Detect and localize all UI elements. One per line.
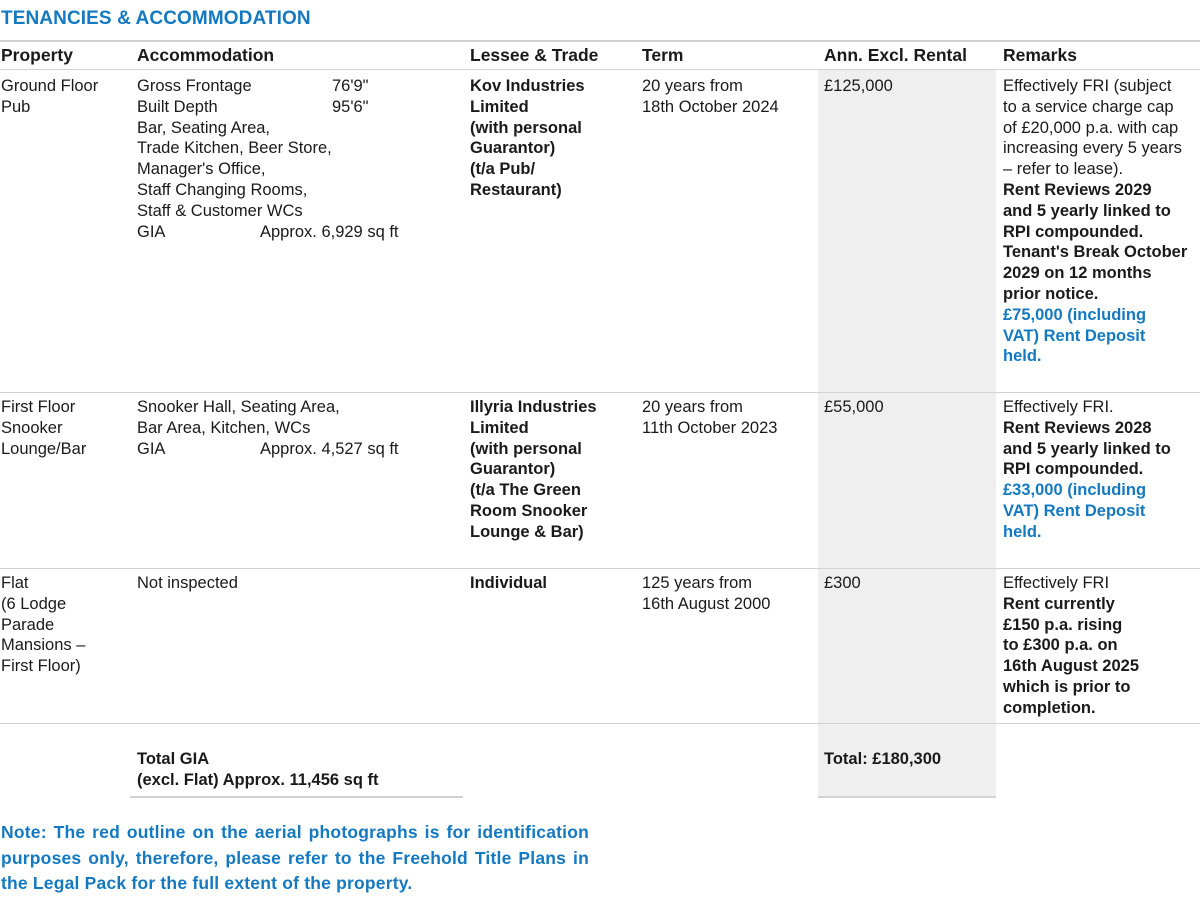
header-remarks: Remarks [1003,45,1077,65]
row1-property: Ground Floor Pub [1,77,99,116]
total-gia: Total GIA (excl. Flat) Approx. 11,456 sq ft [137,750,379,789]
row2-rent-deposit: £33,000 (including [1003,481,1147,500]
row1-lessee: Kov Industries Limited (with personal Guarantor) (t/a Pub/ Restaurant) [470,77,585,199]
row3-property: Flat (6 Lodge Parade Mansions – First Floor) [1,574,86,676]
total-rental: Total: £180,300 [824,750,942,768]
row3-rental: £300 [824,574,861,592]
row2-term: 20 years from 11th October 2023 [642,398,778,437]
total-gia-underline [130,796,463,798]
row2-property: First Floor Snooker Lounge/Bar [1,398,87,458]
row2-accommodation: Snooker Hall, Seating Area, Bar Area, Kitchen, WCs GIA Approx. 4,527 sq ft [137,398,399,458]
disclaimer-note: Note: The red outline on the aerial photographs is for identification purposes only, therefore, please refer to the Freehold Title Plans in the Legal Pack for the full extent of the property. [1,822,589,893]
row3-term: 125 years from 16th August 2000 [642,574,771,613]
header-lessee: Lessee & Trade [470,45,599,65]
section-title: TENANCIES & ACCOMMODATION [1,8,311,29]
header-accommodation: Accommodation [137,45,275,65]
row-divider-3 [0,723,1200,724]
header-bottom-rule [0,69,1200,70]
header-top-rule [0,40,1200,42]
row3-accommodation: Not inspected [137,574,238,592]
header-term: Term [642,45,684,65]
row2-remarks: Effectively FRI. Rent Reviews 2028 and 5 yearly linked to RPI compounded. £33,000 (including VAT) Rent Deposit held. [1003,398,1171,541]
row-divider-1 [0,392,1200,393]
row1-term: 20 years from 18th October 2024 [642,77,779,116]
row3-lessee: Individual [470,574,548,592]
row1-rent-deposit: £75,000 (including [1003,305,1147,324]
row-divider-2 [0,568,1200,569]
total-rental-underline [818,796,996,798]
header-rental: Ann. Excl. Rental [824,45,967,65]
row1-remarks: Effectively FRI (subject to a service charge cap of £20,000 p.a. with cap increasing every 5 years – refer to lease). Rent Reviews 2029 and 5 yearly linked to RPI compounded. Tenant's Break October 2029 on 12 months prior notice. £75,000 (including VAT) Rent Deposit held. [1003,77,1188,366]
row2-lessee: Illyria Industries Limited (with personal Guarantor) (t/a The Green Room Snooker Lounge & Bar) [470,398,597,541]
header-property: Property [1,45,73,65]
row2-rental: £55,000 [824,398,884,416]
row3-remarks: Effectively FRI Rent currently £150 p.a. rising to £300 p.a. on 16th August 2025 which is prior to completion. [1003,574,1140,717]
rental-column-shade [818,70,996,797]
row1-accommodation: Gross Frontage 76'9" Built Depth 95'6" Bar, Seating Area, Trade Kitchen, Beer Store, Manager's Office, Staff Changing Rooms, Staff & Customer WCs GIA Approx. 6,929 sq ft [137,77,399,241]
row1-rental: £125,000 [824,77,893,95]
